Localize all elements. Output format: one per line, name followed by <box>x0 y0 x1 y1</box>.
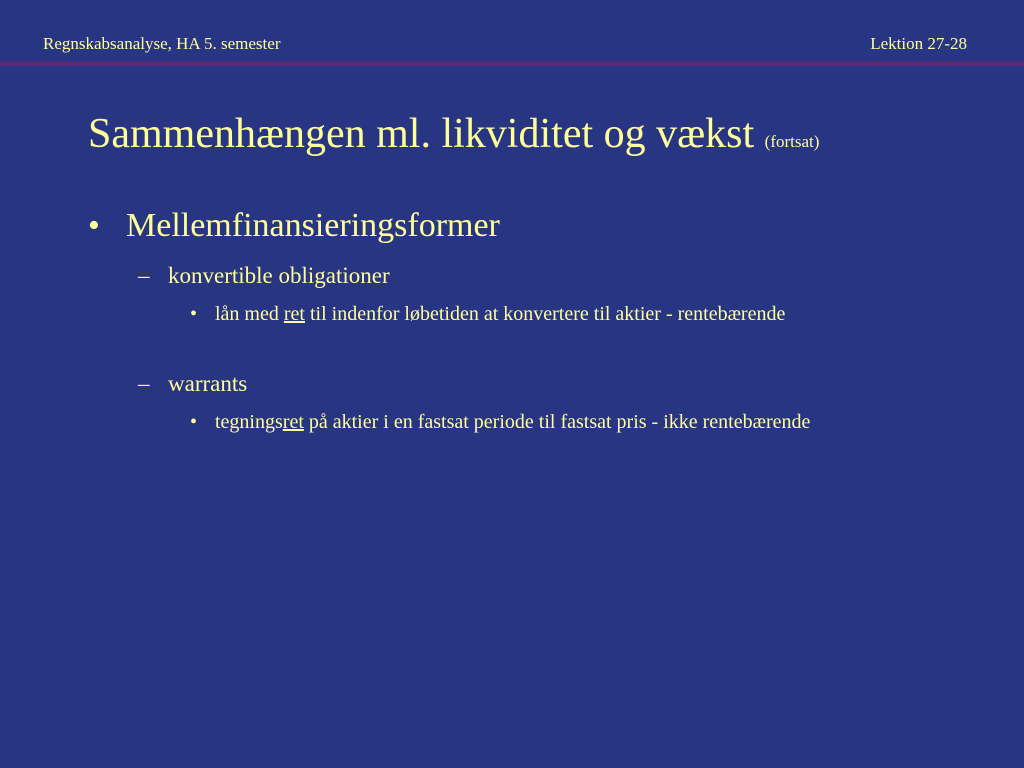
header-divider <box>0 61 1024 66</box>
sub-bullet-text: konvertible obligationer <box>168 263 390 288</box>
detail-text <box>215 406 855 438</box>
bullet-icon: • <box>190 411 198 433</box>
main-bullet-text: Mellemfinansieringsformer <box>126 207 500 244</box>
detail-text-start: lån med <box>215 303 284 325</box>
detail-text-end: til indenfor løbetiden at konvertere til aktier - rentebærende <box>304 303 786 325</box>
bullet-icon: • <box>190 303 198 325</box>
detail-underlined-word: ret <box>282 411 304 433</box>
detail-text-end: på aktier i en fastsat periode til fastsat pris - ikke rentebærende <box>303 411 811 433</box>
lecture-number: Lektion 27-28 <box>870 34 967 53</box>
sub-bullet-text: warrants <box>168 371 248 396</box>
slide-title <box>88 108 819 168</box>
bullet-icon: • <box>88 207 100 244</box>
slide-title-suffix: (fortsat) <box>764 132 820 151</box>
detail-text <box>215 298 855 330</box>
detail-underlined-word: ret <box>283 303 305 325</box>
detail-text-start: tegnings <box>215 411 283 433</box>
slide-title-main: Sammenhængen ml. likviditet og vækst <box>88 111 755 157</box>
course-name: Regnskabsanalyse, HA 5. semester <box>43 34 281 53</box>
dash-icon: – <box>138 371 150 396</box>
dash-icon: – <box>138 263 150 288</box>
